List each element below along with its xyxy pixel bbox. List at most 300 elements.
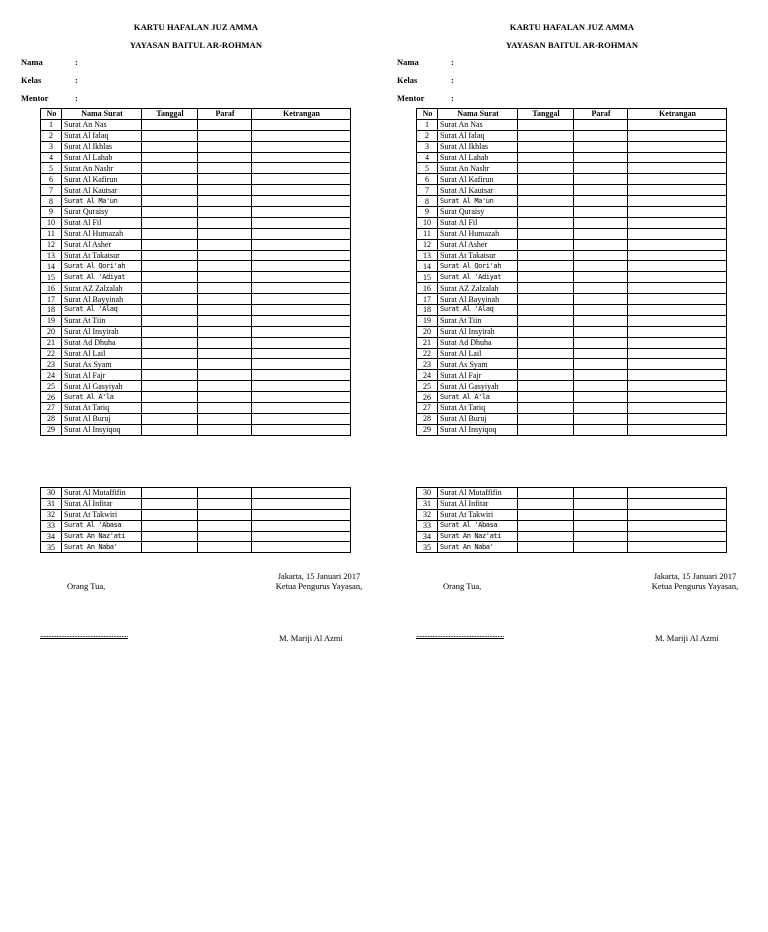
remarks-cell[interactable] — [252, 119, 351, 130]
date-cell[interactable] — [142, 370, 198, 381]
signature-cell[interactable] — [198, 392, 252, 403]
surah-name: Surat Al Buruj — [62, 413, 142, 424]
signature-cell[interactable] — [574, 207, 628, 218]
row-number: 2 — [41, 130, 62, 141]
date-cell[interactable] — [518, 272, 574, 283]
remarks-cell[interactable] — [252, 185, 351, 196]
date-cell[interactable] — [518, 152, 574, 163]
surah-name: Surat Quraisy — [438, 207, 518, 218]
remarks-cell[interactable] — [252, 381, 351, 392]
remarks-cell[interactable] — [252, 141, 351, 152]
row-number: 11 — [41, 228, 62, 239]
table-row — [417, 424, 727, 435]
date-cell[interactable] — [518, 509, 574, 520]
remarks-cell[interactable] — [252, 498, 351, 509]
remarks-cell[interactable] — [628, 424, 727, 435]
date-cell[interactable] — [518, 542, 574, 553]
signing-date: Jakarta, 15 Januari 2017 — [277, 571, 361, 581]
table-row — [417, 174, 727, 185]
date-cell[interactable] — [142, 326, 198, 337]
signer-name: M. Mariji Al Azmi — [279, 633, 343, 643]
date-cell[interactable] — [518, 283, 574, 294]
signature-cell[interactable] — [198, 228, 252, 239]
signature-cell[interactable] — [198, 261, 252, 272]
signature-cell[interactable] — [198, 381, 252, 392]
table-row — [417, 261, 727, 272]
signature-cell[interactable] — [574, 498, 628, 509]
remarks-cell[interactable] — [252, 130, 351, 141]
signature-cell[interactable] — [198, 217, 252, 228]
row-number: 12 — [41, 239, 62, 250]
remarks-cell[interactable] — [628, 413, 727, 424]
remarks-cell[interactable] — [252, 196, 351, 207]
signature-cell[interactable] — [574, 250, 628, 261]
remarks-cell[interactable] — [628, 498, 727, 509]
date-cell[interactable] — [518, 326, 574, 337]
remarks-cell[interactable] — [628, 305, 727, 316]
table-row — [41, 185, 351, 196]
remarks-cell[interactable] — [628, 174, 727, 185]
date-cell[interactable] — [142, 130, 198, 141]
remarks-cell[interactable] — [628, 326, 727, 337]
surah-name: Surat Al 'Abasa — [62, 520, 142, 531]
date-cell[interactable] — [518, 217, 574, 228]
signature-cell[interactable] — [198, 185, 252, 196]
row-number: 12 — [417, 239, 438, 250]
remarks-cell[interactable] — [628, 392, 727, 403]
surah-name: Surat Al falaq — [62, 130, 142, 141]
remarks-cell[interactable] — [252, 283, 351, 294]
date-cell[interactable] — [142, 381, 198, 392]
signature-cell[interactable] — [198, 542, 252, 553]
date-cell[interactable] — [142, 509, 198, 520]
surah-name: Surat AZ Zalzalah — [438, 283, 518, 294]
mentor-field — [21, 93, 78, 103]
remarks-cell[interactable] — [628, 348, 727, 359]
date-cell[interactable] — [518, 424, 574, 435]
signature-cell[interactable] — [198, 326, 252, 337]
signature-cell[interactable] — [574, 403, 628, 414]
date-cell[interactable] — [142, 163, 198, 174]
mentor-colon: : — [75, 93, 78, 103]
surah-name: Surat Ad Dhuha — [438, 337, 518, 348]
signature-cell[interactable] — [198, 305, 252, 316]
row-number: 1 — [41, 119, 62, 130]
date-cell[interactable] — [518, 119, 574, 130]
remarks-cell[interactable] — [628, 217, 727, 228]
table-row — [41, 542, 351, 553]
signature-cell[interactable] — [574, 141, 628, 152]
class-field — [21, 75, 78, 85]
surah-name: Surat Al Qori'ah — [62, 261, 142, 272]
surah-table-part1 — [416, 108, 727, 436]
remarks-cell[interactable] — [252, 315, 351, 326]
date-cell[interactable] — [518, 163, 574, 174]
signature-cell[interactable] — [574, 392, 628, 403]
row-number: 26 — [417, 392, 438, 403]
remarks-cell[interactable] — [628, 520, 727, 531]
signature-cell[interactable] — [574, 424, 628, 435]
date-cell[interactable] — [518, 381, 574, 392]
surah-name: Surat Al Insyirah — [438, 326, 518, 337]
remarks-cell[interactable] — [628, 370, 727, 381]
class-field — [397, 75, 454, 85]
remarks-cell[interactable] — [628, 381, 727, 392]
row-number: 6 — [41, 174, 62, 185]
row-number: 31 — [417, 498, 438, 509]
signature-cell[interactable] — [574, 130, 628, 141]
row-number: 1 — [417, 119, 438, 130]
remarks-cell[interactable] — [252, 294, 351, 305]
remarks-cell[interactable] — [252, 250, 351, 261]
signature-cell[interactable] — [198, 196, 252, 207]
surah-name: Surat As Syam — [438, 359, 518, 370]
table-row — [41, 359, 351, 370]
name-label: Nama — [397, 57, 419, 67]
row-number: 8 — [41, 196, 62, 207]
signature-cell[interactable] — [574, 413, 628, 424]
table-row — [41, 272, 351, 283]
row-number: 20 — [417, 326, 438, 337]
date-cell[interactable] — [142, 392, 198, 403]
remarks-cell[interactable] — [628, 359, 727, 370]
date-cell[interactable] — [518, 250, 574, 261]
signature-cell[interactable] — [198, 130, 252, 141]
surah-name: Surat Al Ma'un — [438, 196, 518, 207]
date-cell[interactable] — [518, 185, 574, 196]
date-cell[interactable] — [142, 261, 198, 272]
table-row — [417, 305, 727, 316]
header-no: No — [41, 109, 62, 120]
signature-cell[interactable] — [574, 337, 628, 348]
remarks-cell[interactable] — [628, 488, 727, 499]
signature-cell[interactable] — [574, 520, 628, 531]
remarks-cell[interactable] — [252, 272, 351, 283]
remarks-cell[interactable] — [252, 239, 351, 250]
date-cell[interactable] — [518, 531, 574, 542]
remarks-cell[interactable] — [628, 207, 727, 218]
remarks-cell[interactable] — [628, 141, 727, 152]
signature-cell[interactable] — [574, 163, 628, 174]
remarks-cell[interactable] — [252, 305, 351, 316]
surah-name: Surat Al Ikhlas — [438, 141, 518, 152]
remarks-cell[interactable] — [252, 370, 351, 381]
surah-name: Surat Al A'la — [438, 392, 518, 403]
signature-cell[interactable] — [574, 542, 628, 553]
signature-cell[interactable] — [198, 119, 252, 130]
row-number: 4 — [41, 152, 62, 163]
table-row — [41, 392, 351, 403]
table-row — [41, 119, 351, 130]
signature-cell[interactable] — [198, 498, 252, 509]
signature-cell[interactable] — [198, 348, 252, 359]
signature-cell[interactable] — [198, 370, 252, 381]
remarks-cell[interactable] — [252, 174, 351, 185]
signature-cell[interactable] — [574, 185, 628, 196]
table-row — [41, 196, 351, 207]
signature-cell[interactable] — [574, 326, 628, 337]
surah-name: Surat Al Asher — [438, 239, 518, 250]
signature-cell[interactable] — [574, 381, 628, 392]
date-cell[interactable] — [142, 207, 198, 218]
signature-cell[interactable] — [574, 228, 628, 239]
remarks-cell[interactable] — [252, 261, 351, 272]
signature-cell[interactable] — [198, 531, 252, 542]
remarks-cell[interactable] — [628, 283, 727, 294]
date-cell[interactable] — [142, 305, 198, 316]
date-cell[interactable] — [142, 337, 198, 348]
table-row — [41, 228, 351, 239]
date-cell[interactable] — [142, 152, 198, 163]
signing-date: Jakarta, 15 Januari 2017 — [653, 571, 737, 581]
signature-cell[interactable] — [574, 261, 628, 272]
remarks-cell[interactable] — [252, 163, 351, 174]
remarks-cell[interactable] — [628, 294, 727, 305]
date-cell[interactable] — [518, 141, 574, 152]
date-cell[interactable] — [518, 413, 574, 424]
signature-cell[interactable] — [198, 250, 252, 261]
date-cell[interactable] — [518, 348, 574, 359]
signature-cell[interactable] — [574, 239, 628, 250]
signature-cell[interactable] — [574, 119, 628, 130]
signature-cell[interactable] — [574, 294, 628, 305]
signature-cell[interactable] — [574, 217, 628, 228]
date-cell[interactable] — [142, 283, 198, 294]
date-cell[interactable] — [142, 250, 198, 261]
signature-cell[interactable] — [198, 239, 252, 250]
remarks-cell[interactable] — [252, 337, 351, 348]
remarks-cell[interactable] — [628, 228, 727, 239]
table-row — [417, 207, 727, 218]
date-cell[interactable] — [142, 239, 198, 250]
remarks-cell[interactable] — [628, 542, 727, 553]
date-cell[interactable] — [142, 196, 198, 207]
date-cell[interactable] — [142, 141, 198, 152]
surah-name: Surat Al Bayyinah — [62, 294, 142, 305]
date-cell[interactable] — [142, 403, 198, 414]
signature-cell[interactable] — [198, 403, 252, 414]
row-number: 32 — [41, 509, 62, 520]
signature-cell[interactable] — [574, 315, 628, 326]
date-cell[interactable] — [142, 413, 198, 424]
row-number: 18 — [41, 305, 62, 316]
surah-name: Surat Al Insyirah — [62, 326, 142, 337]
date-cell[interactable] — [518, 305, 574, 316]
date-cell[interactable] — [142, 228, 198, 239]
remarks-cell[interactable] — [252, 509, 351, 520]
remarks-cell[interactable] — [628, 403, 727, 414]
table-body — [417, 119, 727, 435]
surah-name: Surat Al 'Abasa — [438, 520, 518, 531]
date-cell[interactable] — [142, 185, 198, 196]
date-cell[interactable] — [142, 294, 198, 305]
date-cell[interactable] — [518, 294, 574, 305]
signature-cell[interactable] — [574, 152, 628, 163]
date-cell[interactable] — [142, 542, 198, 553]
signature-cell[interactable] — [198, 520, 252, 531]
signature-cell[interactable] — [574, 531, 628, 542]
table-header-row — [41, 109, 351, 120]
signature-cell[interactable] — [574, 370, 628, 381]
date-cell[interactable] — [142, 498, 198, 509]
remarks-cell[interactable] — [628, 163, 727, 174]
remarks-cell[interactable] — [252, 228, 351, 239]
remarks-cell[interactable] — [628, 185, 727, 196]
signature-cell[interactable] — [198, 272, 252, 283]
row-number: 13 — [41, 250, 62, 261]
surah-name: Surat Al Infitar — [62, 498, 142, 509]
class-colon: : — [451, 75, 454, 85]
remarks-cell[interactable] — [628, 119, 727, 130]
date-cell[interactable] — [142, 315, 198, 326]
remarks-cell[interactable] — [252, 531, 351, 542]
signature-cell[interactable] — [574, 488, 628, 499]
date-cell[interactable] — [142, 174, 198, 185]
signature-cell[interactable] — [574, 359, 628, 370]
remarks-cell[interactable] — [628, 337, 727, 348]
row-number: 14 — [417, 261, 438, 272]
date-cell[interactable] — [142, 424, 198, 435]
date-cell[interactable] — [518, 228, 574, 239]
date-cell[interactable] — [518, 130, 574, 141]
remarks-cell[interactable] — [628, 272, 727, 283]
signature-cell[interactable] — [198, 509, 252, 520]
signature-cell[interactable] — [198, 424, 252, 435]
signature-cell[interactable] — [574, 305, 628, 316]
signature-cell[interactable] — [198, 174, 252, 185]
signature-cell[interactable] — [198, 152, 252, 163]
table-row — [417, 542, 727, 553]
date-cell[interactable] — [142, 272, 198, 283]
row-number: 20 — [41, 326, 62, 337]
date-cell[interactable] — [518, 337, 574, 348]
remarks-cell[interactable] — [628, 531, 727, 542]
remarks-cell[interactable] — [252, 348, 351, 359]
remarks-cell[interactable] — [252, 542, 351, 553]
signature-cell[interactable] — [574, 509, 628, 520]
surah-name: Surat At Takatsur — [438, 250, 518, 261]
remarks-cell[interactable] — [252, 207, 351, 218]
remarks-cell[interactable] — [252, 520, 351, 531]
date-cell[interactable] — [518, 359, 574, 370]
row-number: 15 — [41, 272, 62, 283]
date-cell[interactable] — [518, 315, 574, 326]
remarks-cell[interactable] — [252, 392, 351, 403]
remarks-cell[interactable] — [252, 413, 351, 424]
remarks-cell[interactable] — [628, 250, 727, 261]
date-cell[interactable] — [142, 531, 198, 542]
date-cell[interactable] — [142, 348, 198, 359]
card-title: KARTU HAFALAN JUZ AMMA — [509, 22, 635, 32]
surah-name: Surat Al 'Adiyat — [438, 272, 518, 283]
signature-cell[interactable] — [574, 348, 628, 359]
signature-cell[interactable] — [198, 337, 252, 348]
signature-cell[interactable] — [198, 141, 252, 152]
date-cell[interactable] — [518, 392, 574, 403]
row-number: 3 — [417, 141, 438, 152]
remarks-cell[interactable] — [628, 315, 727, 326]
date-cell[interactable] — [518, 488, 574, 499]
signature-cell[interactable] — [574, 272, 628, 283]
table-row — [417, 370, 727, 381]
signature-cell[interactable] — [198, 315, 252, 326]
table-header-row — [417, 109, 727, 120]
date-cell[interactable] — [518, 196, 574, 207]
date-cell[interactable] — [518, 261, 574, 272]
chair-label: Ketua Pengurus Yayasan, — [275, 581, 363, 591]
row-number: 30 — [41, 488, 62, 499]
remarks-cell[interactable] — [628, 261, 727, 272]
table-row — [417, 130, 727, 141]
signature-cell[interactable] — [198, 413, 252, 424]
remarks-cell[interactable] — [628, 239, 727, 250]
row-number: 27 — [417, 403, 438, 414]
remarks-cell[interactable] — [252, 403, 351, 414]
signature-cell[interactable] — [198, 207, 252, 218]
date-cell[interactable] — [518, 207, 574, 218]
table-row — [41, 326, 351, 337]
signature-cell[interactable] — [198, 488, 252, 499]
date-cell[interactable] — [142, 217, 198, 228]
foundation-name: YAYASAN BAITUL AR-ROHMAN — [129, 40, 263, 50]
foundation-name: YAYASAN BAITUL AR-ROHMAN — [505, 40, 639, 50]
table-row — [41, 315, 351, 326]
signature-cell[interactable] — [198, 163, 252, 174]
remarks-cell[interactable] — [252, 326, 351, 337]
surah-name: Surat Al Kautsar — [62, 185, 142, 196]
signature-cell[interactable] — [574, 174, 628, 185]
date-cell[interactable] — [518, 239, 574, 250]
date-cell[interactable] — [142, 520, 198, 531]
row-number: 19 — [41, 315, 62, 326]
date-cell[interactable] — [518, 174, 574, 185]
row-number: 23 — [417, 359, 438, 370]
date-cell[interactable] — [518, 520, 574, 531]
remarks-cell[interactable] — [252, 359, 351, 370]
signature-cell[interactable] — [198, 283, 252, 294]
surah-name: Surat Al Gasyiyah — [62, 381, 142, 392]
row-number: 16 — [417, 283, 438, 294]
header-surah-name: Nama Surat — [438, 109, 518, 120]
date-cell[interactable] — [142, 119, 198, 130]
remarks-cell[interactable] — [628, 152, 727, 163]
remarks-cell[interactable] — [628, 196, 727, 207]
signature-cell[interactable] — [574, 283, 628, 294]
remarks-cell[interactable] — [252, 152, 351, 163]
remarks-cell[interactable] — [628, 509, 727, 520]
date-cell[interactable] — [518, 370, 574, 381]
date-cell[interactable] — [142, 488, 198, 499]
table-row — [417, 141, 727, 152]
remarks-cell[interactable] — [252, 488, 351, 499]
signature-cell[interactable] — [198, 294, 252, 305]
row-number: 31 — [41, 498, 62, 509]
table-row — [417, 348, 727, 359]
surah-name: Surat Al Kautsar — [438, 185, 518, 196]
row-number: 35 — [41, 542, 62, 553]
row-number: 29 — [41, 424, 62, 435]
remarks-cell[interactable] — [628, 130, 727, 141]
date-cell[interactable] — [518, 403, 574, 414]
date-cell[interactable] — [142, 359, 198, 370]
remarks-cell[interactable] — [252, 424, 351, 435]
mentor-colon: : — [451, 93, 454, 103]
remarks-cell[interactable] — [252, 217, 351, 228]
date-cell[interactable] — [518, 498, 574, 509]
surah-table-part1 — [40, 108, 351, 436]
signature-cell[interactable] — [574, 196, 628, 207]
signature-cell[interactable] — [198, 359, 252, 370]
